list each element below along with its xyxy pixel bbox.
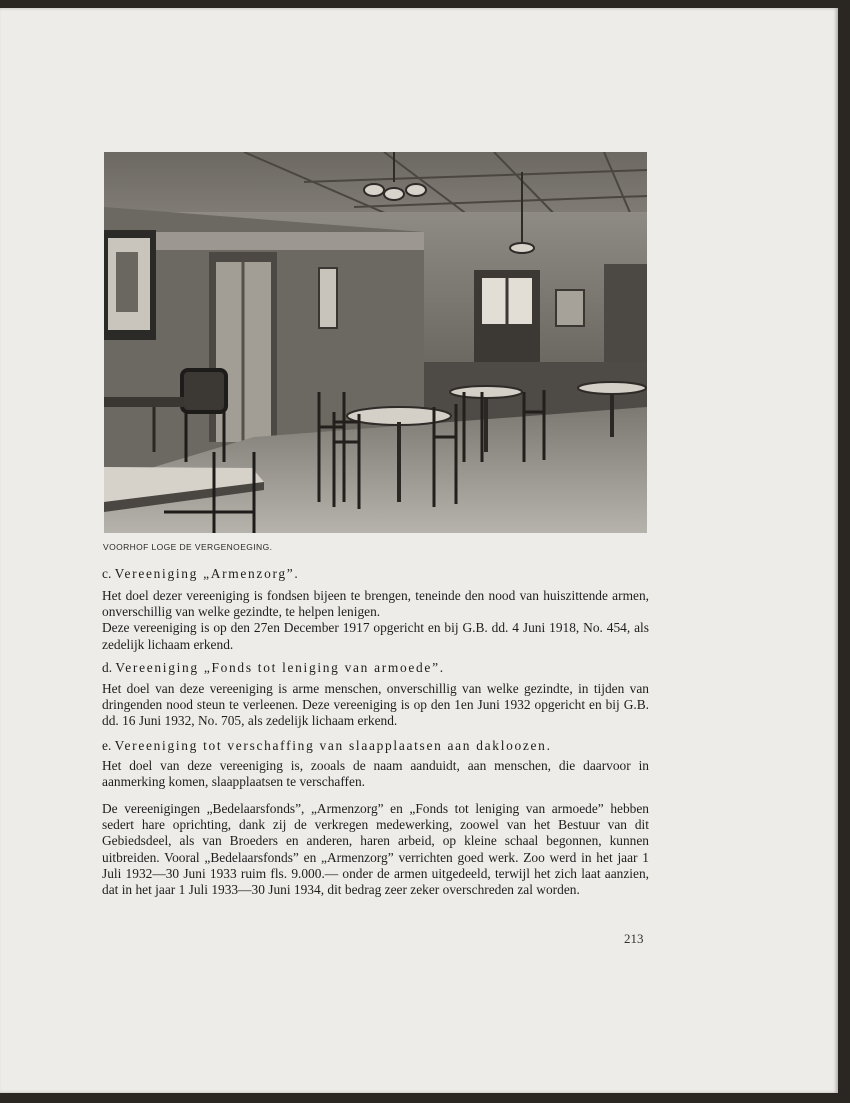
section-e-letter: e. bbox=[102, 738, 112, 753]
section-e-paragraph-1: Het doel van deze vereeniging is, zooals de naam aanduidt, aan menschen, die daarvoor in aanmerking komen, slaapplaatsen te verschaffen. bbox=[102, 758, 649, 790]
section-c-body bbox=[102, 588, 649, 653]
closing-paragraph: De vereenigingen „Bedelaarsfonds”, „Armenzorg” en „Fonds tot leniging van armoede” hebben sedert hare oprichting, dank zij de verkregen medewerking, zoowel van het Bestuur van dit Gebiedsdeel, als van Broeders en anderen, haren arbeid, op kleine schaal begonnen, kunnen uitbreiden. Vooral „Bedelaarsfonds” en „Armenzorg” verrichten goed werk. Zoo werd in het jaar 1 Juli 1932—30 Juni 1933 ruim fls. 9.000.— onder de armen uitgedeeld, terwijl het zich laat aanzien, dat in het jaar 1 Juli 1933—30 Juni 1934, dit bedrag zeer zeker overschreden zal worden. bbox=[102, 801, 649, 898]
section-d-letter: d. bbox=[102, 660, 113, 675]
section-c-letter: c. bbox=[102, 566, 112, 581]
book-page bbox=[0, 8, 838, 1093]
section-d-paragraph-1: Het doel van deze vereeniging is arme menschen, onverschillig van welke gezindte, in tijden van dringenden nood steun te verleenen. Deze vereeniging is op den 1en Juni 1932 opgericht en bij G.B. dd. 16 Juni 1932, No. 705, als zedelijk lichaam erkend. bbox=[102, 681, 649, 729]
section-c-paragraph-1: Het doel dezer vereeniging is fondsen bijeen te brengen, teneinde den nood van huiszittende armen, onverschillig van welke gezindte, te helpen lenigen. bbox=[102, 588, 649, 620]
section-d-title: Vereeniging „Fonds tot leniging van armoede”. bbox=[115, 660, 445, 675]
photo-caption: VOORHOF LOGE DE VERGENOEGING. bbox=[103, 542, 273, 552]
section-d-body bbox=[102, 681, 649, 730]
section-d-heading bbox=[102, 660, 445, 676]
section-c-paragraph-2: Deze vereeniging is op den 27en December 1917 opgericht en bij G.B. dd. 4 Juni 1918, No. 454, als zedelijk lichaam erkend. bbox=[102, 620, 649, 652]
section-c-heading bbox=[102, 566, 299, 582]
section-e-heading bbox=[102, 738, 552, 754]
hall-photograph bbox=[104, 152, 647, 533]
closing-body bbox=[102, 801, 649, 898]
section-c-title: Vereeniging „Armenzorg”. bbox=[114, 566, 300, 581]
section-e-body bbox=[102, 758, 649, 790]
page-number: 213 bbox=[624, 931, 644, 946]
section-e-title: Vereeniging tot verschaffing van slaapplaatsen aan daklоozen. bbox=[114, 738, 552, 753]
